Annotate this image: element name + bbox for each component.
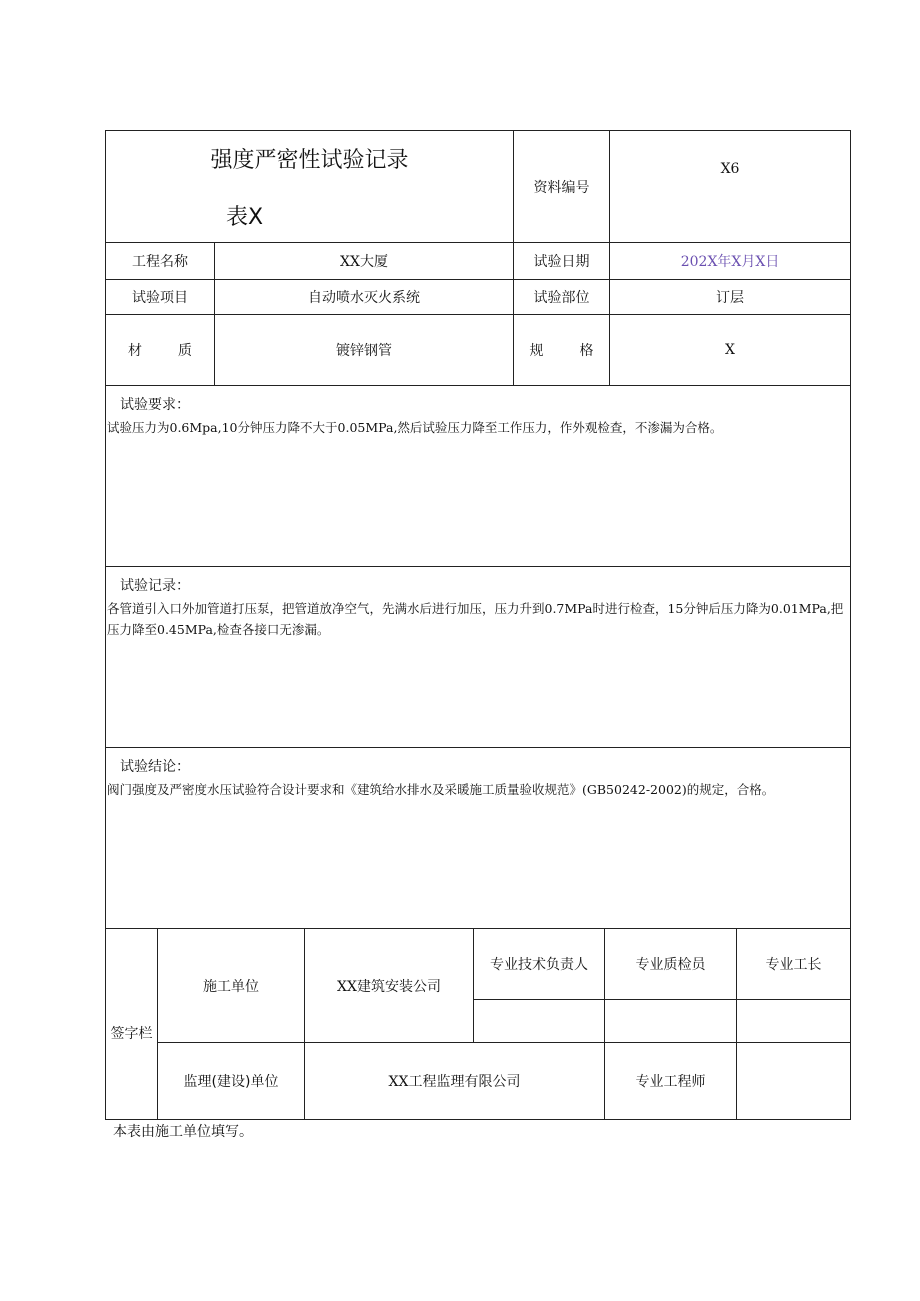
tech-lead-label: 专业技术负责人 [474,929,605,1000]
signature-section-label: 签字栏 [106,929,158,1120]
test-item-value: 自动喷水灭火系统 [215,280,514,315]
test-location-value: 订层 [610,280,851,315]
material-label-b: 质 [178,343,192,359]
record-label: 试验记录： [120,578,190,594]
doc-no-label: 资料编号 [514,131,610,243]
test-date-label: 试验日期 [514,243,610,280]
form-title: 强度严密性试验记录 [210,147,409,173]
qc-label: 专业质检员 [605,929,737,1000]
project-label: 工程名称 [106,243,215,280]
engineer-sign-box[interactable] [737,1043,851,1120]
spec-label-b: 格 [579,343,594,359]
spec-label-a: 规 [529,343,544,359]
material-label [106,315,215,386]
conclusion-section [106,748,851,929]
conclusion-text: 阀门强度及严密度水压试验符合设计要求和《建筑给水排水及采暖施工质量验收规范》(GB50242-2002)的规定，合格。 [107,782,775,797]
record-section [106,567,851,748]
material-value: 镀锌钢管 [215,315,514,386]
requirements-label: 试验要求： [120,397,190,413]
project-value: XX大厦 [215,243,514,280]
test-item-label: 试验项目 [106,280,215,315]
title-cell [106,131,514,243]
test-location-label: 试验部位 [514,280,610,315]
supervision-unit-label: 监理(建设)单位 [158,1043,305,1120]
engineer-label: 专业工程师 [605,1043,737,1120]
spec-value: X [610,315,851,386]
spec-label [514,315,610,386]
form-number: 表X [225,204,264,230]
test-record-form [105,130,851,1120]
conclusion-label: 试验结论： [120,759,190,775]
material-label-a: 材 [128,343,142,359]
foreman-label: 专业工长 [737,929,851,1000]
footer-note: 本表由施工单位填写。 [113,1124,253,1140]
construction-unit-label: 施工单位 [158,929,305,1043]
supervision-unit-value: XX工程监理有限公司 [305,1043,605,1120]
foreman-sign-box[interactable] [737,1000,851,1043]
doc-no-value: X6 [610,131,851,243]
record-text: 各管道引入口外加管道打压泵，把管道放净空气，先满水后进行加压，压力升到0.7MPa时进行检查，15分钟后压力降为0.01MPa,把压力降至0.45MPa,检查各接口无渗漏。 [107,601,844,637]
tech-lead-sign-box[interactable] [474,1000,605,1043]
test-date-value: 202X年X月X日 [610,243,851,280]
requirements-text: 试验压力为0.6Mpa,10分钟压力降不大于0.05MPa,然后试验压力降至工作压力，作外观检查，不渗漏为合格。 [107,420,723,435]
qc-sign-box[interactable] [605,1000,737,1043]
construction-unit-value: XX建筑安装公司 [305,929,474,1043]
requirements-section [106,386,851,567]
